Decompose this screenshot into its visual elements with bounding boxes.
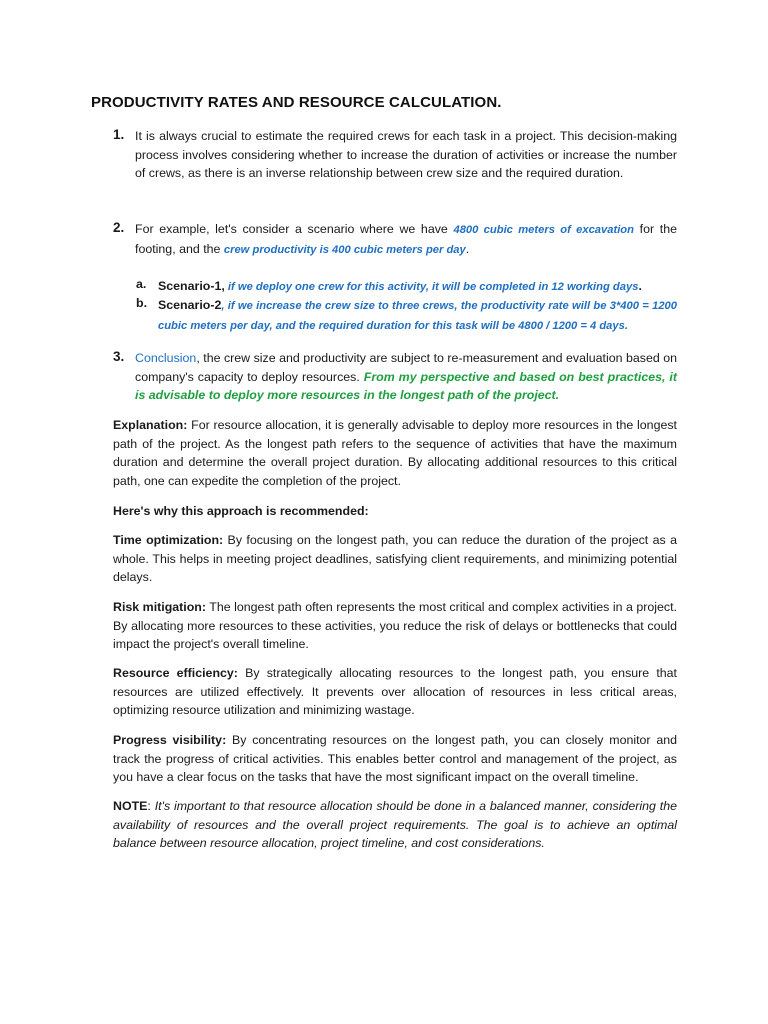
text-run: . bbox=[638, 279, 642, 293]
why-heading: Here's why this approach is recommended: bbox=[113, 504, 369, 518]
sub-letter: a. bbox=[136, 277, 147, 291]
list-item-text bbox=[135, 220, 677, 259]
explanation-label: Explanation: bbox=[113, 418, 188, 432]
text-run: : bbox=[147, 799, 155, 813]
list-number: 2. bbox=[113, 220, 125, 235]
sub-letter: b. bbox=[136, 296, 148, 310]
scenario-text: , if we increase the crew size to three crews, the productivity rate will be 3*400 = 1200 cubic meters per day, and the required duration for this task will be 4800 / 1200 = 4 days. bbox=[158, 300, 677, 332]
list-item-3 bbox=[113, 349, 677, 405]
list-number: 3. bbox=[113, 349, 125, 364]
resource-efficiency-paragraph bbox=[113, 664, 677, 720]
sub-item-a bbox=[136, 277, 677, 297]
text-run: For resource allocation, it is generally advisable to deploy more resources in the longest path of the project. As the longest path refers to the sequence of activities that have the maximum duration and determine the overall project duration. By allocating additional resources to this critical path, one can expedite the completion of the project. bbox=[113, 418, 677, 488]
explanation-paragraph bbox=[113, 416, 677, 490]
list-item-text bbox=[135, 349, 677, 405]
list-item-1 bbox=[113, 127, 677, 183]
text-run: By focusing on the longest path, you can reduce the duration of the project as a whole. This helps in meeting project deadlines, satisfying client requirements, and minimizing potential delays. bbox=[113, 533, 677, 585]
risk-label: Risk mitigation: bbox=[113, 600, 206, 614]
scenario-text: if we deploy one crew for this activity, it will be completed in 12 working days bbox=[224, 281, 639, 293]
document-title: PRODUCTIVITY RATES AND RESOURCE CALCULATION. bbox=[91, 94, 502, 111]
text-run: For example, let's consider a scenario where we have bbox=[135, 222, 454, 236]
time-label: Time optimization: bbox=[113, 533, 224, 547]
note-label: NOTE bbox=[113, 799, 148, 813]
text-run: for the footing, and the bbox=[135, 222, 677, 256]
conclusion-highlight: From my perspective and based on best practices, it is advisable to deploy more resources in the longest path of the project. bbox=[135, 369, 677, 403]
highlight-productivity: crew productivity is 400 cubic meters per day bbox=[223, 243, 466, 256]
text-run: , the crew size and productivity are subject to re-measurement and evaluation based on company's capacity to deploy resources. bbox=[135, 351, 677, 384]
sub-item-b bbox=[136, 296, 677, 335]
risk-mitigation-paragraph bbox=[113, 598, 677, 654]
note-paragraph bbox=[113, 797, 677, 853]
list-item-2 bbox=[113, 220, 677, 259]
visibility-label: Progress visibility: bbox=[113, 733, 227, 747]
time-optimization-paragraph bbox=[113, 531, 677, 587]
sub-item-text bbox=[158, 296, 677, 335]
scenario-label: Scenario-1, bbox=[158, 279, 225, 293]
progress-visibility-paragraph bbox=[113, 731, 677, 787]
text-run: By concentrating resources on the longest path, you can closely monitor and track the progress of critical activities. This enables better control and management of the project, as you have a clear focus on the tasks that have the most significant impact on the overall timeline. bbox=[113, 733, 678, 785]
scenario-label: Scenario-2 bbox=[158, 298, 222, 312]
list-item-text: It is always crucial to estimate the required crews for each task in a project. This decision-making process involves considering whether to increase the duration of activities or increase the number of crews, as there is an inverse relationship between crew size and the required duration. bbox=[135, 129, 677, 181]
text-run: By strategically allocating resources to the longest path, you ensure that resources are utilized effectively. It prevents over allocation of resources in less critical areas, optimizing resource utilization and minimizing wastage. bbox=[113, 666, 678, 718]
conclusion-label: Conclusion bbox=[135, 351, 197, 365]
highlight-excavation: 4800 cubic meters of excavation bbox=[453, 224, 634, 236]
list-number: 1. bbox=[113, 127, 125, 142]
sub-item-text bbox=[158, 277, 677, 297]
note-text: It's important to that resource allocation should be done in a balanced manner, considering the availability of resources and the overall project requirements. The goal is to achieve an optimal balance between resource allocation, project timeline, and cost considerations. bbox=[113, 799, 678, 851]
efficiency-label: Resource efficiency: bbox=[113, 666, 238, 680]
text-run: . bbox=[465, 241, 470, 256]
text-run: The longest path often represents the most critical and complex activities in a project. By allocating more resources to these activities, you reduce the risk of delays or bottlenecks that could impact the project's overall timeline. bbox=[113, 600, 677, 652]
